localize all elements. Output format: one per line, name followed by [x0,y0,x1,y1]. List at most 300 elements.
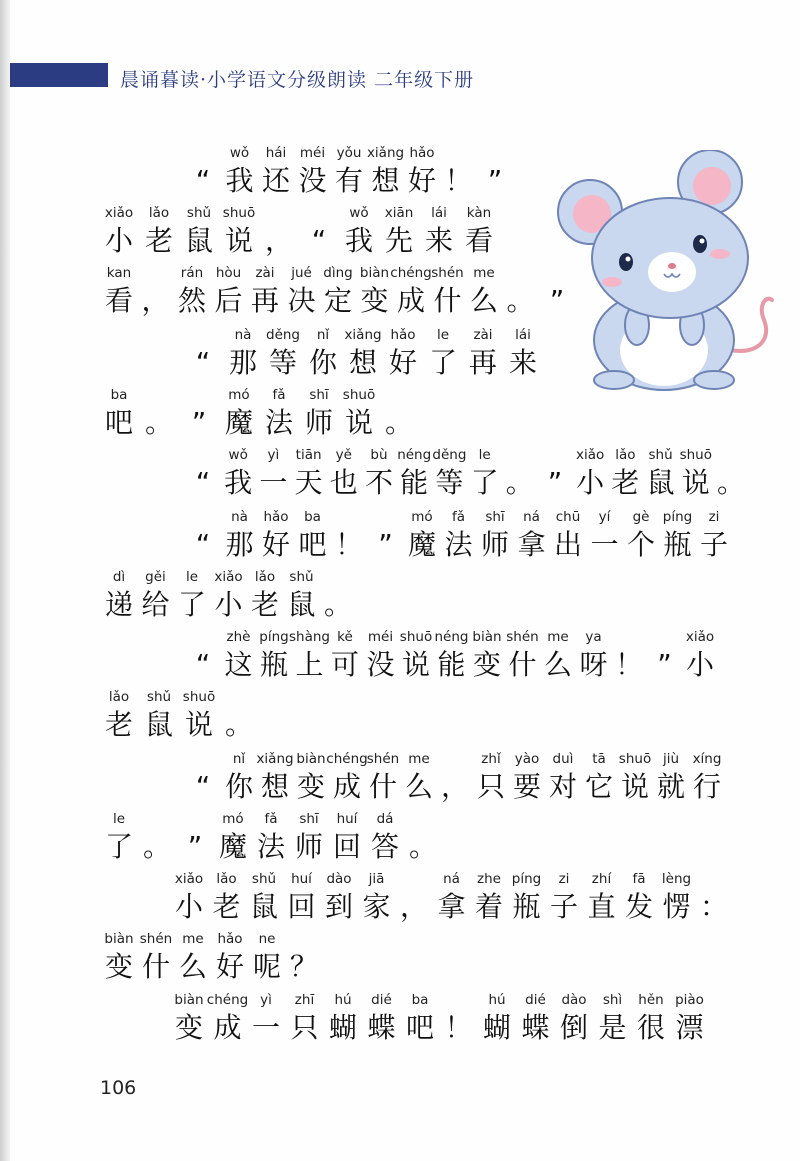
hanzi: 拿 [437,890,466,923]
hanzi: 好 [388,346,417,379]
hanzi: ！ [444,1011,473,1044]
pinyin: mó [411,509,433,525]
header-color-bar [10,63,108,87]
character-with-pinyin [540,263,574,319]
hanzi: 小 [214,588,243,621]
pinyin: ba [411,992,429,1008]
character-with-pinyin [624,507,658,563]
hanzi: ， [440,770,469,803]
hanzi: 就 [656,770,685,803]
hanzi: ” [547,466,563,499]
pinyin: shī [299,811,319,827]
character-with-pinyin [673,990,707,1046]
pinyin: le [478,447,491,463]
character-with-pinyin [467,263,501,319]
hanzi: 着 [474,890,503,923]
hanzi: 么 [178,950,207,983]
pinyin: chéng [326,751,368,767]
hanzi: 只 [290,1011,319,1044]
character-with-pinyin [302,203,336,259]
hanzi: 师 [480,528,509,561]
character-with-pinyin [139,263,173,319]
character-with-pinyin [102,687,136,743]
pinyin: xiān [384,205,414,221]
character-with-pinyin [222,385,256,441]
hanzi: 了 [177,588,206,621]
character-with-pinyin [102,929,136,985]
pinyin: xiǎng [256,751,294,767]
hanzi: 瓶 [663,528,692,561]
hanzi: 拿 [517,528,546,561]
hanzi: 。 [716,466,745,499]
hanzi: 了 [470,466,499,499]
pinyin: me [473,265,495,281]
hanzi: 倒 [559,1011,588,1044]
pinyin: yì [267,447,280,463]
character-with-pinyin [403,990,437,1046]
character-with-pinyin [342,385,376,441]
header-title: 晨诵暮读·小学语文分级朗读 二年级下册 [120,69,475,91]
hanzi: 先 [384,224,413,257]
character-with-pinyin [406,809,440,865]
hanzi: 。 [506,284,535,317]
pinyin: lǎo [108,689,130,705]
hanzi: 呢 [252,950,281,983]
character-with-pinyin [327,445,361,501]
pinyin: dá [376,811,394,827]
hanzi: 小 [576,466,605,499]
pinyin: fǎ [264,811,278,827]
character-with-pinyin [102,385,136,441]
pinyin: yě [335,447,352,463]
hanzi: 成 [213,1011,242,1044]
hanzi: 师 [294,830,323,863]
pinyin: shuō [679,447,712,463]
character-with-pinyin [585,869,619,925]
character-with-pinyin [326,749,368,805]
character-with-pinyin [266,325,300,381]
character-with-pinyin [186,507,220,563]
pinyin: fā [632,871,646,887]
pinyin: yào [514,751,540,767]
character-with-pinyin [256,445,290,501]
hanzi: 老 [104,708,133,741]
character-with-pinyin [382,203,416,259]
character-with-pinyin [557,990,591,1046]
character-with-pinyin [296,143,330,199]
pinyin: jué [291,265,312,281]
character-with-pinyin [660,869,694,925]
hanzi: 家 [362,890,391,923]
character-with-pinyin [254,809,288,865]
hanzi: 说 [224,224,253,257]
pinyin: néng [397,447,432,463]
character-with-pinyin [262,203,296,259]
text-line [0,325,800,381]
hanzi: 它 [584,770,613,803]
character-with-pinyin [683,627,717,683]
character-with-pinyin [382,385,416,441]
character-with-pinyin [247,869,281,925]
character-with-pinyin [612,627,646,683]
character-with-pinyin [287,929,321,985]
hanzi: 小 [104,224,133,257]
character-with-pinyin [519,990,553,1046]
character-with-pinyin [302,385,336,441]
pinyin: gěi [145,569,166,585]
hanzi: 要 [512,770,541,803]
pinyin: nǐ [232,751,246,767]
hanzi: 。 [384,406,413,439]
pinyin: shì [602,992,623,1008]
character-with-pinyin [432,445,466,501]
hanzi: 对 [548,770,577,803]
character-with-pinyin [221,445,255,501]
hanzi: 想 [260,770,289,803]
pinyin: hǎo [390,327,416,343]
hanzi: 什 [141,950,170,983]
hanzi: 么 [404,770,433,803]
text-line [0,627,800,683]
character-with-pinyin [140,809,174,865]
hanzi: 什 [368,770,397,803]
hanzi: 那 [228,346,257,379]
pinyin: le [436,327,450,343]
pinyin: fǎ [451,509,466,525]
pinyin: mó [222,811,244,827]
pinyin: hǎo [263,509,289,525]
character-with-pinyin [213,929,247,985]
pinyin: shǔ [186,205,212,221]
hanzi: 法 [444,528,473,561]
pinyin: lái [515,327,531,343]
hanzi: 不 [364,466,393,499]
pinyin: wǒ [349,205,369,221]
character-with-pinyin [442,990,476,1046]
pinyin: shuō [399,629,433,645]
pinyin: xiǎo [214,569,243,585]
hanzi: 没 [366,648,395,681]
pinyin: wǒ [228,447,248,463]
hanzi: 那 [225,528,254,561]
pinyin: me [547,629,569,645]
pinyin: huí [336,811,358,827]
pinyin: zhè [226,629,251,645]
pinyin: zhī [294,992,315,1008]
pinyin: zhǐ [481,751,501,767]
character-with-pinyin [212,263,246,319]
character-with-pinyin [142,385,176,441]
hanzi: 了 [428,346,457,379]
pinyin: lǎo [254,569,276,585]
pinyin: tiān [295,447,322,463]
hanzi: 变 [174,1011,203,1044]
text-line [0,507,800,563]
character-with-pinyin [210,869,244,925]
hanzi: 师 [304,406,333,439]
pinyin: chéng [206,992,249,1008]
pinyin: zhe [477,871,501,887]
hanzi: 能 [437,648,466,681]
hanzi: 法 [256,830,285,863]
pinyin: píng [511,871,542,887]
character-with-pinyin [321,567,355,623]
pinyin: xiǎo [576,447,605,463]
character-with-pinyin [480,990,514,1046]
pinyin: shuō [182,689,216,705]
hanzi: 。 [144,406,173,439]
pinyin: xiǎng [366,145,405,161]
hanzi: 什 [508,648,537,681]
hanzi: 魔 [224,406,253,439]
pinyin: hòu [215,265,242,281]
pinyin: shén [366,751,400,767]
character-with-pinyin [510,749,544,805]
character-with-pinyin [222,627,256,683]
character-with-pinyin [186,143,220,199]
hanzi: 我 [225,164,254,197]
hanzi: 蝶 [367,1011,396,1044]
character-with-pinyin [654,749,688,805]
character-with-pinyin [442,507,476,563]
character-with-pinyin [362,445,396,501]
character-with-pinyin [176,929,210,985]
character-with-pinyin [248,263,282,319]
character-with-pinyin [182,687,216,743]
hanzi: 蝴 [328,1011,357,1044]
pinyin: lái [431,205,447,221]
character-with-pinyin [142,203,176,259]
character-with-pinyin [474,749,508,805]
hanzi: 小 [685,648,714,681]
hanzi: 蝴 [482,1011,511,1044]
character-with-pinyin [175,567,209,623]
hanzi: 鼠 [144,708,173,741]
character-with-pinyin [402,749,436,805]
hanzi: 吧 [298,528,327,561]
hanzi: 没 [298,164,327,197]
pinyin: kan [106,265,132,281]
hanzi: 老 [212,890,241,923]
character-with-pinyin [697,869,731,925]
pinyin: píng [662,509,693,525]
hanzi: 定 [323,284,352,317]
pinyin: hěn [638,992,664,1008]
hanzi: 漂 [675,1011,704,1044]
hanzi: 一 [590,528,619,561]
character-with-pinyin [478,143,512,199]
character-with-pinyin [259,143,293,199]
hanzi: 说 [344,406,373,439]
character-with-pinyin [470,627,504,683]
character-with-pinyin [365,990,399,1046]
character-with-pinyin [258,749,292,805]
pinyin: nà [234,327,252,343]
hanzi: 也 [329,466,358,499]
character-with-pinyin [442,143,476,199]
character-with-pinyin [321,263,355,319]
hanzi: ” [378,528,393,561]
pinyin: zài [255,265,275,281]
hanzi: ， [264,224,293,257]
pinyin: lǎo [148,205,170,221]
character-with-pinyin [102,203,136,259]
character-with-pinyin [306,325,340,381]
character-with-pinyin [288,990,322,1046]
hanzi: 等 [435,466,464,499]
character-with-pinyin [206,990,249,1046]
character-with-pinyin [364,627,398,683]
pinyin: jiù [662,751,680,767]
text-line [0,749,800,805]
character-with-pinyin [178,809,212,865]
text-line [0,869,800,925]
character-with-pinyin [285,567,319,623]
character-with-pinyin [358,263,392,319]
character-with-pinyin [250,929,284,985]
character-with-pinyin [472,869,506,925]
character-with-pinyin [222,687,256,743]
pinyin: biàn [174,992,204,1008]
character-with-pinyin [292,809,326,865]
character-with-pinyin [346,325,380,381]
pinyin: zài [473,327,493,343]
character-with-pinyin [714,445,748,501]
hanzi: 看 [104,284,133,317]
pinyin: shǔ [648,447,673,463]
hanzi: 到 [324,890,353,923]
character-with-pinyin [648,627,682,683]
pinyin: ba [110,387,128,403]
hanzi: ” [191,406,207,439]
pinyin: chū [555,509,581,525]
character-with-pinyin [186,325,220,381]
character-with-pinyin [405,143,439,199]
pinyin: ba [304,509,321,525]
pinyin: néng [434,629,469,645]
pinyin: ná [443,871,460,887]
text-line [0,990,800,1046]
hanzi: 然 [177,284,206,317]
pinyin: kàn [466,205,492,221]
pinyin: hú [334,992,352,1008]
hanzi: 呀 [579,648,608,681]
character-with-pinyin [226,325,260,381]
pinyin: shàng [289,629,330,645]
character-with-pinyin [223,507,257,563]
pinyin: xiǎng [344,327,382,343]
pinyin: wǒ [229,145,250,161]
character-with-pinyin [462,203,496,259]
hanzi: 想 [348,346,377,379]
hanzi: 变 [104,950,133,983]
pinyin: yǒu [336,145,362,161]
pinyin: biàn [296,751,326,767]
character-with-pinyin [577,627,611,683]
hanzi: ！ [444,164,473,197]
hanzi: ， [141,284,170,317]
text-line [0,203,800,259]
character-with-pinyin [466,325,500,381]
hanzi: “ [195,648,211,681]
character-with-pinyin [504,263,538,319]
hanzi: 再 [250,284,279,317]
hanzi: 后 [214,284,243,317]
hanzi: 子 [699,528,728,561]
character-with-pinyin [248,567,282,623]
character-with-pinyin [435,869,469,925]
character-with-pinyin [257,627,291,683]
character-with-pinyin [366,749,400,805]
pinyin: zi [558,871,570,887]
pinyin: mó [228,387,250,403]
character-with-pinyin [369,507,403,563]
hanzi: ” [487,164,503,197]
pinyin: biàn [472,629,502,645]
character-with-pinyin [438,749,472,805]
character-with-pinyin [182,385,216,441]
hanzi: 能 [400,466,429,499]
hanzi: 个 [626,528,655,561]
text-line [0,263,800,319]
hanzi: 鼠 [646,466,675,499]
character-with-pinyin [139,567,173,623]
hanzi: 。 [224,708,253,741]
pinyin: lǎo [615,447,636,463]
hanzi: 好 [215,950,244,983]
pinyin: nà [231,509,248,525]
hanzi: 蝶 [521,1011,550,1044]
hanzi: ， [399,890,428,923]
character-with-pinyin [342,203,376,259]
hanzi: 小 [174,890,203,923]
character-with-pinyin [368,809,402,865]
character-with-pinyin [292,445,326,501]
pinyin: shī [309,387,329,403]
character-with-pinyin [397,869,431,925]
hanzi: 么 [469,284,498,317]
hanzi: 行 [692,770,721,803]
hanzi: 答 [370,830,399,863]
pinyin: shuō [618,751,652,767]
pinyin: hú [488,992,506,1008]
character-with-pinyin [332,507,366,563]
hanzi: “ [195,164,211,197]
pinyin: fǎ [272,387,286,403]
character-with-pinyin [551,507,585,563]
hanzi: 。 [142,830,171,863]
pinyin: nǐ [316,327,330,343]
pinyin: tā [592,751,606,767]
pinyin: zhí [591,871,612,887]
text-line [0,567,800,623]
hanzi: ： [699,890,728,923]
hanzi: 来 [508,346,537,379]
hanzi: 好 [261,528,290,561]
text-line [0,929,800,985]
character-with-pinyin [634,990,668,1046]
character-with-pinyin [186,749,220,805]
pinyin: shén [506,629,539,645]
character-with-pinyin [510,869,544,925]
character-with-pinyin [422,203,456,259]
pinyin: shuō [342,387,376,403]
hanzi: 这 [224,648,253,681]
character-with-pinyin [102,809,136,865]
character-with-pinyin [182,203,216,259]
hanzi: 吧 [104,406,133,439]
hanzi: 说 [620,770,649,803]
